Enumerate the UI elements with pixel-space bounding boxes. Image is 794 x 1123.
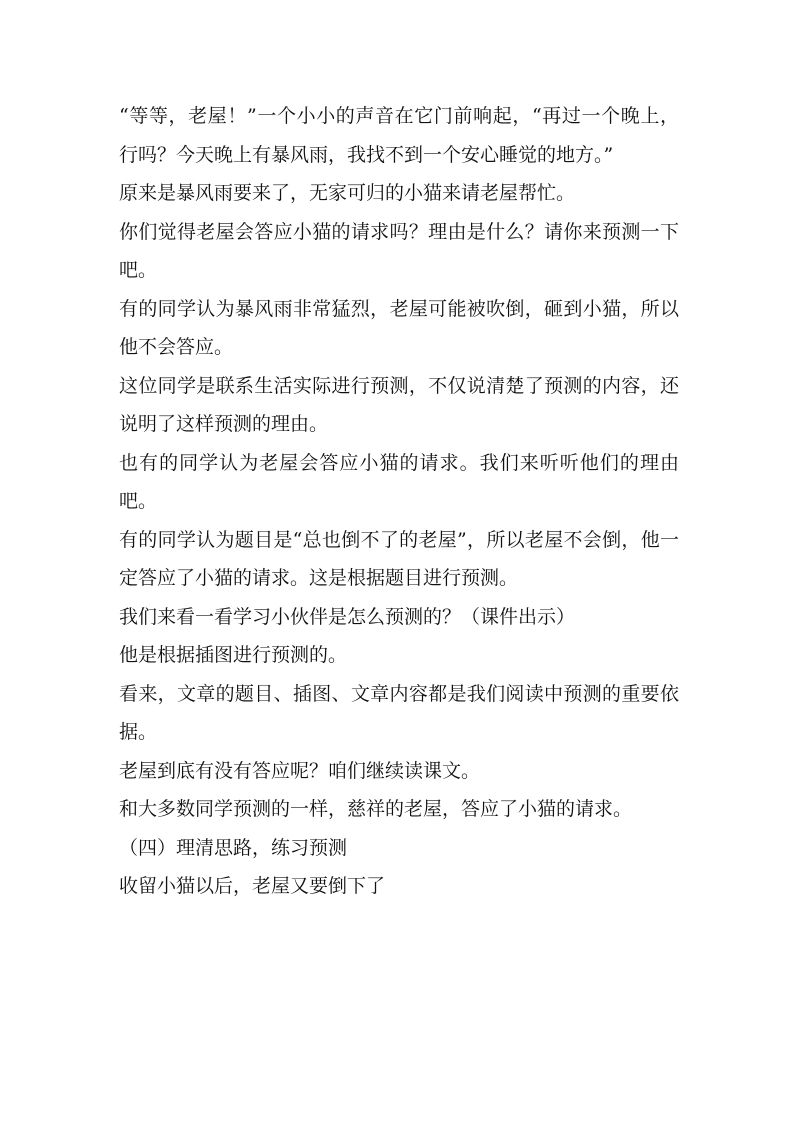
paragraph-14: 收留小猫以后，老屋又要倒下了 bbox=[119, 875, 386, 897]
document-body bbox=[119, 97, 679, 906]
paragraph-1: “等等，老屋！”一个小小的声音在它门前响起，“再过一个晚上，行吗？今天晚上有暴风雨，我找不到一个安心睡觉的地方。” bbox=[119, 105, 679, 166]
paragraph-11: 老屋到底有没有答应呢？咱们继续读课文。 bbox=[119, 759, 481, 782]
paragraph-5: 这位同学是联系生活实际进行预测，不仅说清楚了预测的内容，还说明了这样预测的理由。 bbox=[119, 374, 679, 435]
section-heading: （四）理清思路，练习预测 bbox=[119, 836, 348, 859]
paragraph-10: 看来，文章的题目、插图、文章内容都是我们阅读中预测的重要依据。 bbox=[119, 682, 679, 743]
paragraph-6: 也有的同学认为老屋会答应小猫的请求。我们来听听他们的理由吧。 bbox=[119, 451, 679, 512]
paragraph-8: 我们来看一看学习小伙伴是怎么预测的？（课件出示） bbox=[119, 605, 576, 628]
paragraph-7: 有的同学认为题目是“总也倒不了的老屋”，所以老屋不会倒，他一定答应了小猫的请求。这是根据题目进行预测。 bbox=[119, 528, 679, 589]
paragraph-12: 和大多数同学预测的一样，慈祥的老屋，答应了小猫的请求。 bbox=[119, 798, 633, 820]
paragraph-3: 你们觉得老屋会答应小猫的请求吗？理由是什么？请你来预测一下吧。 bbox=[119, 220, 679, 281]
paragraph-2: 原来是暴风雨要来了，无家可归的小猫来请老屋帮忙。 bbox=[119, 182, 576, 204]
paragraph-4: 有的同学认为暴风雨非常猛烈，老屋可能被吹倒，砸到小猫，所以他不会答应。 bbox=[119, 297, 679, 358]
paragraph-9: 他是根据插图进行预测的。 bbox=[119, 644, 348, 666]
